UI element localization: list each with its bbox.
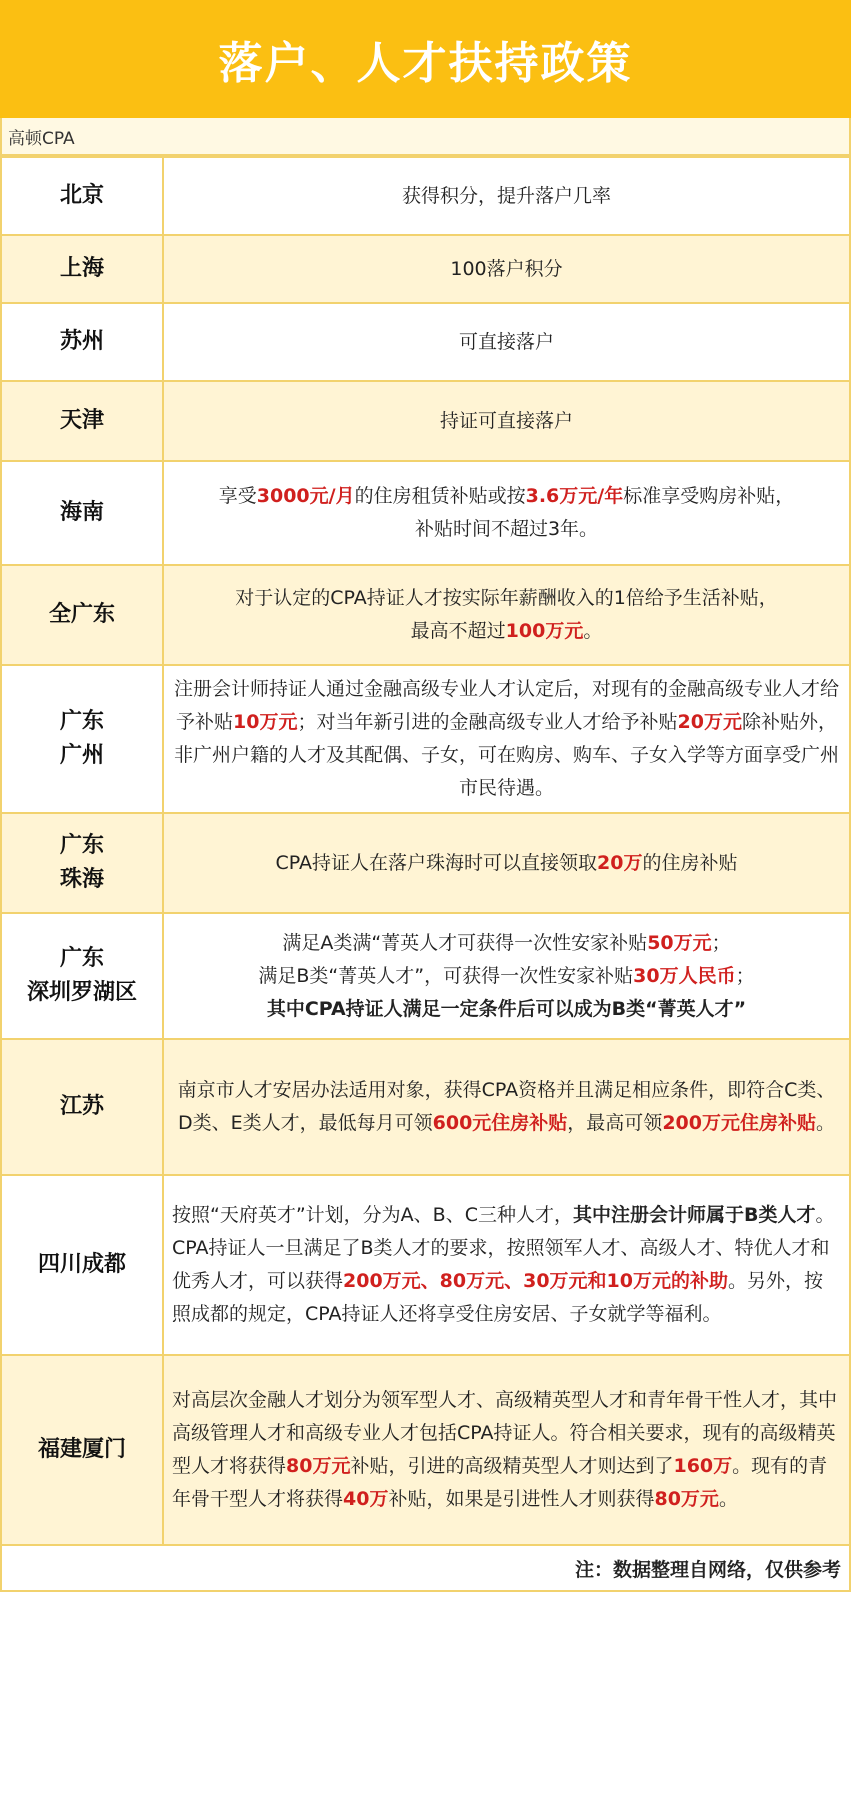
source-label: 高顿CPA: [0, 118, 851, 156]
city-subname: 珠海: [59, 867, 104, 892]
city-cell: [1, 813, 163, 913]
city-name: 四川成都: [37, 1252, 126, 1277]
city-name: 天津: [59, 408, 104, 433]
city-cell: [1, 1039, 163, 1175]
city-name: 苏州: [59, 329, 104, 354]
policy-cell: 南京市人才安居办法适用对象，获得CPA资格并且满足相应条件，即符合C类、D类、E类人才，最低每月可领600元住房补贴，最高可领200万元住房补贴。: [163, 1039, 850, 1175]
city-name: 北京: [59, 183, 104, 208]
city-name: 广东: [59, 946, 104, 971]
city-cell: [1, 1175, 163, 1355]
city-cell: [1, 1355, 163, 1545]
city-cell: [1, 381, 163, 461]
city-cell: [1, 235, 163, 303]
table-row: [1, 1355, 850, 1545]
city-name: 福建厦门: [37, 1437, 126, 1462]
policy-cell: 对高层次金融人才划分为领军型人才、高级精英型人才和青年骨干性人才，其中高级管理人才和高级专业人才包括CPA持证人。符合相关要求，现有的高级精英型人才将获得80万元补贴，引进的高级精英型人才则达到了160万。现有的青年骨干型人才将获得40万补贴，如果是引进性人才则获得80万元。: [163, 1355, 850, 1545]
policy-cell: 对于认定的CPA持证人才按实际年薪酬收入的1倍给予生活补贴， 最高不超过100万元。: [163, 565, 850, 665]
policy-cell: CPA持证人在落户珠海时可以直接领取20万的住房补贴: [163, 813, 850, 913]
policy-cell: 按照“天府英才”计划，分为A、B、C三种人才，其中注册会计师属于B类人才。CPA持证人一旦满足了B类人才的要求，按照领军人才、高级人才、特优人才和优秀人才，可以获得200万元、80万元、30万元和10万元的补助。另外，按照成都的规定，CPA持证人还将享受住房安居、子女就学等福利。: [163, 1175, 850, 1355]
city-subname: 广州: [59, 743, 104, 768]
table-row: [1, 813, 850, 913]
table-row: [1, 1175, 850, 1355]
policy-cell: 可直接落户: [163, 303, 850, 381]
policy-cell: 获得积分，提升落户几率: [163, 157, 850, 235]
city-name: 江苏: [59, 1094, 104, 1119]
city-cell: [1, 157, 163, 235]
policy-cell: 100落户积分: [163, 235, 850, 303]
policy-cell: 持证可直接落户: [163, 381, 850, 461]
city-cell: [1, 565, 163, 665]
city-cell: [1, 303, 163, 381]
footer-note: 注：数据整理自网络，仅供参考: [0, 1546, 851, 1592]
table-row: [1, 303, 850, 381]
city-subname: 深圳罗湖区: [26, 980, 137, 1005]
table-row: [1, 461, 850, 565]
city-name: 广东: [59, 709, 104, 734]
city-cell: [1, 461, 163, 565]
table-row: [1, 665, 850, 813]
policy-cell: 注册会计师持证人通过金融高级专业人才认定后，对现有的金融高级专业人才给予补贴10万元；对当年新引进的金融高级专业人才给予补贴20万元除补贴外，非广州户籍的人才及其配偶、子女，可在购房、购车、子女入学等方面享受广州市民待遇。: [163, 665, 850, 813]
table-row: [1, 913, 850, 1039]
table-row: [1, 565, 850, 665]
table-row: [1, 235, 850, 303]
city-name: 广东: [59, 833, 104, 858]
city-name: 全广东: [48, 602, 115, 627]
header-banner: [0, 0, 851, 118]
policy-cell: 满足A类满“菁英人才可获得一次性安家补贴50万元； 满足B类“菁英人才”，可获得一次性安家补贴30万人民币； 其中CPA持证人满足一定条件后可以成为B类“菁英人才”: [163, 913, 850, 1039]
city-name: 海南: [59, 500, 104, 525]
city-name: 上海: [59, 256, 104, 281]
city-cell: [1, 665, 163, 813]
policy-table: [0, 156, 851, 1546]
table-row: [1, 1039, 850, 1175]
table-row: [1, 381, 850, 461]
page-title: 落户、人才扶持政策: [218, 38, 633, 89]
city-cell: [1, 913, 163, 1039]
policy-cell: 享受3000元/月的住房租赁补贴或按3.6万元/年标准享受购房补贴， 补贴时间不超过3年。: [163, 461, 850, 565]
table-row: [1, 157, 850, 235]
